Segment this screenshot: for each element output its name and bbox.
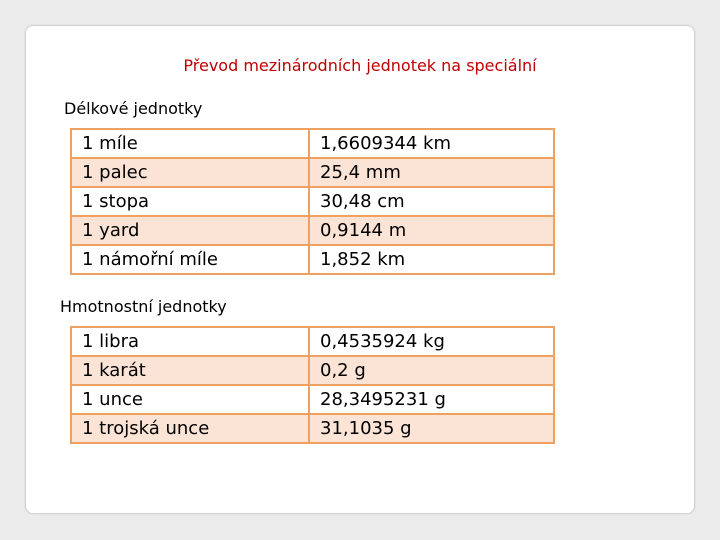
value-cell: 30,48 cm [309, 187, 554, 216]
length-section-label: Délkové jednotky [64, 99, 203, 118]
unit-cell: 1 trojská unce [71, 414, 309, 443]
length-units-table [70, 128, 555, 275]
table-row [71, 187, 554, 216]
unit-cell: 1 yard [71, 216, 309, 245]
value-cell: 28,3495231 g [309, 385, 554, 414]
slide-title: Převod mezinárodních jednotek na speciální [183, 56, 537, 75]
table-row [71, 327, 554, 356]
value-cell: 1,852 km [309, 245, 554, 274]
table-row [71, 129, 554, 158]
unit-cell: 1 stopa [71, 187, 309, 216]
table-row [71, 385, 554, 414]
unit-cell: 1 námořní míle [71, 245, 309, 274]
value-cell: 0,2 g [309, 356, 554, 385]
table-row [71, 245, 554, 274]
value-cell: 25,4 mm [309, 158, 554, 187]
unit-cell: 1 míle [71, 129, 309, 158]
mass-section-label: Hmotnostní jednotky [60, 297, 227, 316]
value-cell: 0,4535924 kg [309, 327, 554, 356]
unit-cell: 1 karát [71, 356, 309, 385]
value-cell: 31,1035 g [309, 414, 554, 443]
table-row [71, 158, 554, 187]
value-cell: 1,6609344 km [309, 129, 554, 158]
value-cell: 0,9144 m [309, 216, 554, 245]
table-row [71, 216, 554, 245]
table-row [71, 356, 554, 385]
mass-units-table [70, 326, 555, 444]
table-row [71, 414, 554, 443]
unit-cell: 1 libra [71, 327, 309, 356]
unit-cell: 1 palec [71, 158, 309, 187]
unit-cell: 1 unce [71, 385, 309, 414]
